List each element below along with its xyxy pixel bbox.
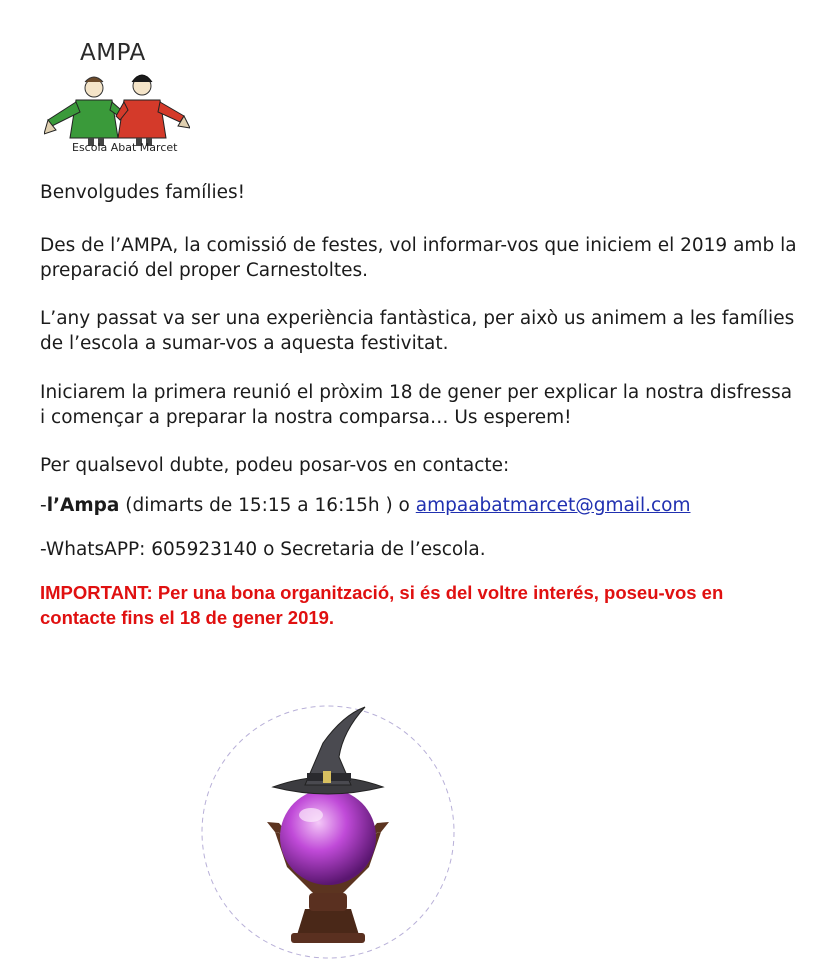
two-children-logo-icon <box>44 68 190 150</box>
contact-ampa-line <box>40 493 800 518</box>
contact-whatsapp-line: -WhatsAPP: 605923140 o Secretaria de l’escola. <box>40 539 486 560</box>
important-notice: IMPORTANT: Per una bona organització, si és del voltre interés, poseu-vos en contacte fins el 18 de gener 2019. <box>40 582 724 628</box>
contact-ampa-prefix: - <box>40 495 47 516</box>
paragraph-contact-intro: Per qualsevol dubte, podeu posar-vos en contacte: <box>40 455 510 476</box>
logo-title: AMPA <box>80 40 146 66</box>
paragraph-last-year: L’any passat va ser una experiència fantàstica, per això us animem a les famílies de l’escola a sumar-vos a aquesta festivitat. <box>40 308 795 354</box>
email-link[interactable]: ampaabatmarcet@gmail.com <box>415 495 691 516</box>
greeting: Benvolgudes famílies! <box>40 182 246 203</box>
ampa-logo <box>44 40 190 162</box>
letter-body <box>40 180 800 628</box>
paragraph-intro: Des de l’AMPA, la comissió de festes, vol informar-vos que iniciem el 2019 amb la preparació del proper Carnestoltes. <box>40 235 797 281</box>
contact-ampa-name: l’Ampa <box>46 495 120 516</box>
contact-ampa-hours: (dimarts de 15:15 a 16:15h ) o <box>119 495 416 516</box>
witch-hat-crystal-ball-icon <box>193 697 463 967</box>
logo-subtitle: Escola Abat Marcet <box>72 141 178 154</box>
paragraph-meeting: Iniciarem la primera reunió el pròxim 18 de gener per explicar la nostra disfressa i començar a preparar la nostra comparsa… Us esperem! <box>40 382 793 428</box>
